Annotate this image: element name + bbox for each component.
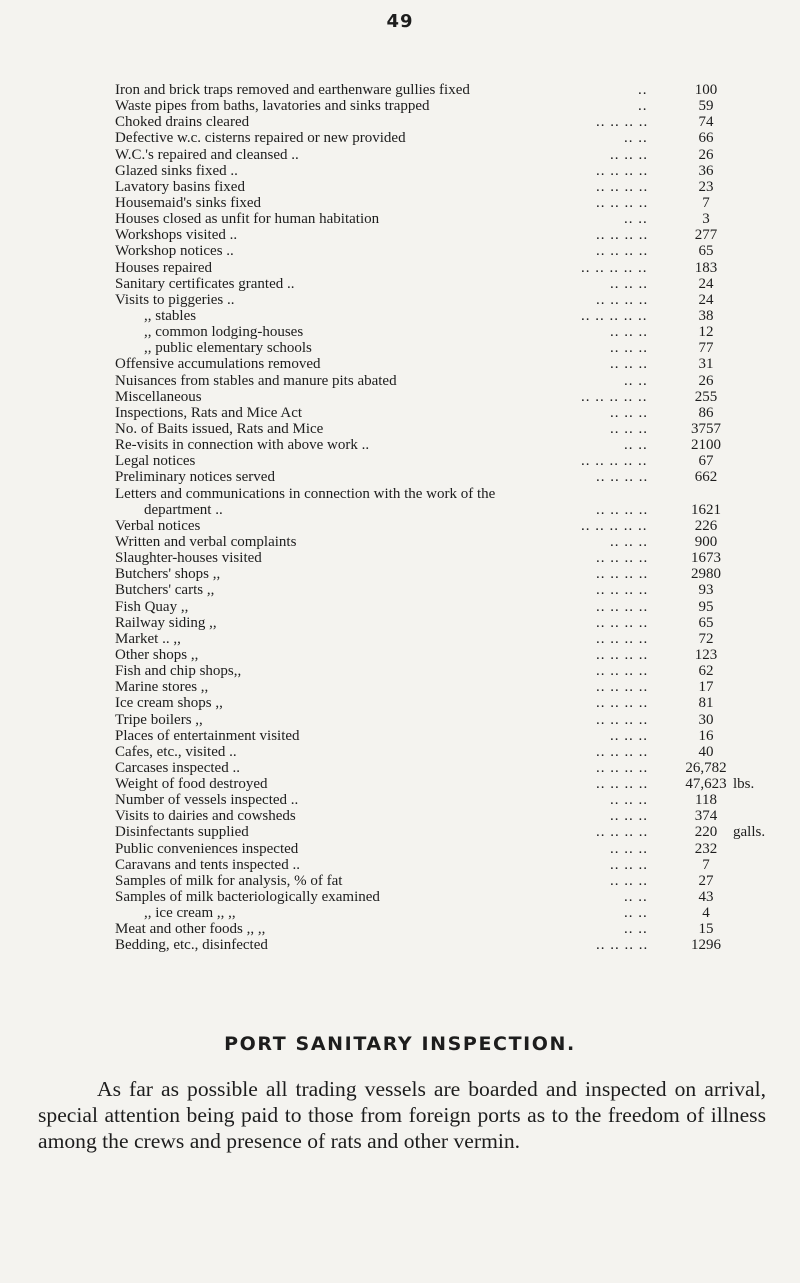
leader-dots: .. .. .. .. bbox=[596, 550, 649, 567]
table-row bbox=[115, 453, 800, 469]
row-label: Visits to dairies and cowsheds bbox=[115, 808, 296, 825]
row-label: Bedding, etc., disinfected bbox=[115, 937, 268, 954]
row-value bbox=[650, 227, 800, 243]
table-row bbox=[115, 486, 800, 518]
row-value bbox=[650, 712, 800, 728]
section-heading: PORT SANITARY INSPECTION. bbox=[224, 1033, 576, 1055]
table-row bbox=[115, 308, 800, 324]
row-value bbox=[650, 373, 800, 389]
table-row bbox=[115, 114, 800, 130]
leader-dots: .. .. .. .. .. bbox=[581, 388, 648, 405]
table-row bbox=[115, 260, 800, 276]
table-row bbox=[115, 921, 800, 937]
row-value bbox=[650, 841, 800, 857]
table-row bbox=[115, 469, 800, 485]
row-label: Tripe boilers ,, bbox=[115, 711, 203, 728]
leader-dots: .. .. .. bbox=[610, 420, 648, 437]
row-value bbox=[650, 760, 800, 776]
table-row bbox=[115, 82, 800, 98]
row-value bbox=[650, 308, 800, 324]
table-row bbox=[115, 566, 800, 582]
row-label: Housemaid's sinks fixed bbox=[115, 194, 262, 211]
row-value bbox=[650, 405, 800, 421]
leader-dots: .. bbox=[638, 82, 648, 98]
leader-dots: .. bbox=[638, 98, 648, 115]
table-row bbox=[115, 243, 800, 259]
row-number: 24 bbox=[698, 275, 714, 292]
leader-dots: .. .. .. bbox=[610, 340, 648, 357]
row-value bbox=[650, 502, 800, 518]
row-label: Preliminary notices served bbox=[115, 469, 275, 486]
row-number: 226 bbox=[694, 517, 718, 534]
leader-dots: .. .. .. bbox=[610, 356, 648, 373]
row-value bbox=[650, 276, 800, 292]
row-number: 65 bbox=[698, 243, 714, 260]
table-row bbox=[115, 647, 800, 663]
row-label: Slaughter-houses visited bbox=[115, 550, 262, 567]
row-value bbox=[650, 195, 800, 211]
leader-dots: .. .. .. .. bbox=[596, 663, 649, 680]
row-value bbox=[650, 599, 800, 615]
leader-dots: .. .. .. .. bbox=[596, 469, 649, 486]
leader-dots: .. .. .. .. bbox=[596, 646, 649, 663]
row-number: 38 bbox=[698, 307, 714, 324]
row-label: Glazed sinks fixed .. bbox=[115, 162, 238, 179]
table-row bbox=[115, 534, 800, 550]
leader-dots: .. .. .. .. bbox=[596, 614, 649, 631]
row-number: 86 bbox=[698, 404, 714, 421]
row-value bbox=[650, 824, 800, 840]
row-label: Samples of milk for analysis, % of fat bbox=[115, 872, 343, 889]
row-number: 93 bbox=[698, 582, 714, 599]
row-label: Choked drains cleared bbox=[115, 114, 250, 131]
row-value bbox=[650, 921, 800, 937]
row-value bbox=[650, 211, 800, 227]
table-row bbox=[115, 679, 800, 695]
row-label: Meat and other foods ,, ,, bbox=[115, 921, 266, 938]
table-row bbox=[115, 324, 800, 340]
row-number: 26,782 bbox=[685, 759, 727, 776]
row-label: Inspections, Rats and Mice Act bbox=[115, 404, 303, 421]
row-value bbox=[650, 421, 800, 437]
row-number: 2980 bbox=[691, 566, 721, 583]
table-row bbox=[115, 824, 800, 840]
row-value bbox=[650, 82, 800, 98]
row-number: 17 bbox=[698, 679, 714, 696]
row-number: 1673 bbox=[691, 550, 721, 567]
row-number: 900 bbox=[694, 533, 718, 550]
row-number: 2100 bbox=[691, 437, 721, 454]
row-value bbox=[650, 905, 800, 921]
row-label: ,, public elementary schools bbox=[144, 340, 312, 357]
row-unit: lbs. bbox=[733, 776, 755, 793]
table-row bbox=[115, 631, 800, 647]
row-label: Railway siding ,, bbox=[115, 614, 217, 631]
leader-dots: .. .. .. .. .. bbox=[581, 453, 648, 470]
row-number: 255 bbox=[694, 388, 718, 405]
row-value bbox=[650, 534, 800, 550]
table-row bbox=[115, 792, 800, 808]
row-number: 66 bbox=[698, 130, 714, 147]
row-value bbox=[650, 389, 800, 405]
leader-dots: .. .. .. bbox=[610, 727, 648, 744]
table-row bbox=[115, 760, 800, 776]
row-label: Legal notices bbox=[115, 453, 196, 470]
leader-dots: .. .. .. .. bbox=[596, 679, 649, 696]
row-label: Houses closed as unfit for human habitation bbox=[115, 211, 380, 228]
row-number: 43 bbox=[698, 889, 714, 906]
row-value bbox=[650, 179, 800, 195]
table-row bbox=[115, 808, 800, 824]
row-label: Offensive accumulations removed bbox=[115, 356, 321, 373]
leader-dots: .. .. .. bbox=[610, 533, 648, 550]
table-row bbox=[115, 179, 800, 195]
row-number: 27 bbox=[698, 872, 714, 889]
row-label: Butchers' shops ,, bbox=[115, 566, 221, 583]
table-row bbox=[115, 147, 800, 163]
row-number: 4 bbox=[702, 905, 710, 922]
leader-dots: .. .. .. bbox=[610, 856, 648, 873]
row-number: 23 bbox=[698, 178, 714, 195]
row-label: Ice cream shops ,, bbox=[115, 695, 223, 712]
row-label: Number of vessels inspected .. bbox=[115, 792, 299, 809]
leader-dots: .. .. .. .. bbox=[596, 743, 649, 760]
leader-dots: .. .. .. bbox=[610, 404, 648, 421]
table-row bbox=[115, 227, 800, 243]
body-paragraph bbox=[38, 1076, 766, 1154]
row-number: 26 bbox=[698, 146, 714, 163]
row-value bbox=[650, 776, 800, 792]
leader-dots: .. .. bbox=[624, 905, 648, 922]
leader-dots: .. .. .. .. bbox=[596, 598, 649, 615]
table-row bbox=[115, 873, 800, 889]
table-row bbox=[115, 776, 800, 792]
leader-dots: .. .. .. .. bbox=[596, 824, 649, 841]
leader-dots: .. .. .. .. bbox=[596, 194, 649, 211]
leader-dots: .. .. .. .. bbox=[596, 759, 649, 776]
row-value bbox=[650, 469, 800, 485]
row-label: ,, stables bbox=[144, 307, 197, 324]
leader-dots: .. .. .. .. bbox=[596, 243, 649, 260]
row-number: 40 bbox=[698, 743, 714, 760]
row-label: Workshops visited .. bbox=[115, 227, 238, 244]
table-row bbox=[115, 195, 800, 211]
row-number: 12 bbox=[698, 324, 714, 341]
row-label: Houses repaired bbox=[115, 259, 213, 276]
row-label: Workshop notices .. bbox=[115, 243, 234, 260]
row-value bbox=[650, 453, 800, 469]
row-number: 95 bbox=[698, 598, 714, 615]
table-row bbox=[115, 857, 800, 873]
row-number: 36 bbox=[698, 162, 714, 179]
leader-dots: .. .. .. bbox=[610, 324, 648, 341]
leader-dots: .. .. .. .. bbox=[596, 114, 649, 131]
leader-dots: .. .. .. .. bbox=[596, 630, 649, 647]
table-row bbox=[115, 356, 800, 372]
leader-dots: .. .. .. .. bbox=[596, 711, 649, 728]
table-row bbox=[115, 437, 800, 453]
leader-dots: .. .. .. .. .. bbox=[581, 307, 648, 324]
page-number: 49 bbox=[386, 11, 414, 32]
row-number: 72 bbox=[698, 630, 714, 647]
row-label: Lavatory basins fixed bbox=[115, 178, 245, 195]
row-label: Places of entertainment visited bbox=[115, 727, 300, 744]
row-label: Marine stores ,, bbox=[115, 679, 209, 696]
leader-dots: .. .. .. .. bbox=[596, 291, 649, 308]
row-value bbox=[650, 340, 800, 356]
table-row bbox=[115, 889, 800, 905]
table-row bbox=[115, 276, 800, 292]
row-value bbox=[650, 550, 800, 566]
row-number: 24 bbox=[698, 291, 714, 308]
table-row bbox=[115, 712, 800, 728]
leader-dots: .. .. .. .. bbox=[596, 695, 649, 712]
row-value bbox=[650, 937, 800, 953]
table-row bbox=[115, 695, 800, 711]
row-value bbox=[650, 615, 800, 631]
row-label: Fish Quay ,, bbox=[115, 598, 189, 615]
leader-dots: .. .. .. .. bbox=[596, 162, 649, 179]
row-number: 232 bbox=[694, 840, 718, 857]
row-value bbox=[650, 114, 800, 130]
row-value bbox=[650, 582, 800, 598]
row-number: 100 bbox=[694, 82, 718, 98]
row-number: 67 bbox=[698, 453, 714, 470]
row-value bbox=[650, 163, 800, 179]
row-number: 62 bbox=[698, 663, 714, 680]
leader-dots: .. .. .. .. bbox=[596, 178, 649, 195]
row-number: 183 bbox=[694, 259, 718, 276]
table-row bbox=[115, 340, 800, 356]
leader-dots: .. .. .. bbox=[610, 275, 648, 292]
row-number: 277 bbox=[694, 227, 718, 244]
row-value bbox=[650, 728, 800, 744]
row-label: Iron and brick traps removed and earthenware gullies fixed bbox=[115, 82, 470, 98]
row-value bbox=[650, 243, 800, 259]
row-label-continued: department .. bbox=[144, 501, 223, 518]
row-label: ,, common lodging-houses bbox=[144, 324, 304, 341]
row-number: 7 bbox=[702, 194, 710, 211]
table-row bbox=[115, 130, 800, 146]
row-number: 7 bbox=[702, 856, 710, 873]
table-row bbox=[115, 389, 800, 405]
leader-dots: .. .. .. .. bbox=[596, 776, 649, 793]
row-number: 30 bbox=[698, 711, 714, 728]
table-row bbox=[115, 905, 800, 921]
row-number: 74 bbox=[698, 114, 714, 131]
row-value bbox=[650, 679, 800, 695]
table-row bbox=[115, 211, 800, 227]
row-value bbox=[650, 647, 800, 663]
row-value bbox=[650, 566, 800, 582]
row-label: Fish and chip shops,, bbox=[115, 663, 242, 680]
row-value bbox=[650, 260, 800, 276]
row-label: Samples of milk bacteriologically examined bbox=[115, 889, 380, 906]
row-label: Visits to piggeries .. bbox=[115, 291, 235, 308]
row-label: Cafes, etc., visited .. bbox=[115, 743, 237, 760]
row-unit: galls. bbox=[733, 824, 766, 841]
row-label: ,, ice cream ,, ,, bbox=[144, 905, 236, 922]
leader-dots: .. .. .. bbox=[610, 808, 648, 825]
row-number: 16 bbox=[698, 727, 714, 744]
row-label: W.C.'s repaired and cleansed .. bbox=[115, 146, 299, 163]
table-row bbox=[115, 663, 800, 679]
table-row bbox=[115, 292, 800, 308]
leader-dots: .. .. .. bbox=[610, 872, 648, 889]
table-row bbox=[115, 373, 800, 389]
leader-dots: .. .. .. .. bbox=[596, 582, 649, 599]
leader-dots: .. .. .. .. bbox=[596, 227, 649, 244]
row-number: 220 bbox=[694, 824, 718, 841]
row-value bbox=[650, 98, 800, 114]
row-label: Re-visits in connection with above work .. bbox=[115, 437, 370, 454]
table-row bbox=[115, 937, 800, 953]
leader-dots: .. .. bbox=[624, 437, 648, 454]
row-number: 3757 bbox=[691, 420, 721, 437]
row-label: Sanitary certificates granted .. bbox=[115, 275, 295, 292]
table-row bbox=[115, 421, 800, 437]
row-value bbox=[650, 437, 800, 453]
leader-dots: .. .. bbox=[624, 372, 648, 389]
row-number: 81 bbox=[698, 695, 714, 712]
row-label: Butchers' carts ,, bbox=[115, 582, 215, 599]
leader-dots: .. .. .. bbox=[610, 840, 648, 857]
row-value bbox=[650, 889, 800, 905]
row-label: Weight of food destroyed bbox=[115, 776, 268, 793]
row-value bbox=[650, 695, 800, 711]
leader-dots: .. .. .. .. bbox=[596, 501, 649, 518]
row-label: Miscellaneous bbox=[115, 388, 202, 405]
row-label: Market .. ,, bbox=[115, 630, 181, 647]
row-value bbox=[650, 518, 800, 534]
table-row bbox=[115, 728, 800, 744]
leader-dots: .. .. bbox=[624, 130, 648, 147]
row-value bbox=[650, 857, 800, 873]
table-row bbox=[115, 599, 800, 615]
table-row bbox=[115, 841, 800, 857]
leader-dots: .. .. .. bbox=[610, 792, 648, 809]
statistics-table bbox=[115, 82, 800, 954]
row-label: Nuisances from stables and manure pits abated bbox=[115, 372, 397, 389]
row-label: Letters and communications in connection with the work of the bbox=[115, 485, 496, 502]
leader-dots: .. .. .. .. bbox=[596, 937, 649, 954]
row-value bbox=[650, 356, 800, 372]
row-number: 59 bbox=[698, 98, 714, 115]
row-number: 31 bbox=[698, 356, 714, 373]
table-row bbox=[115, 744, 800, 760]
row-label: Public conveniences inspected bbox=[115, 840, 299, 857]
paragraph-text: As far as possible all trading vessels are boarded and inspected on arrival, special attention being paid to those from foreign ports as to the freedom of illness among the crews and presence of rats and other vermin. bbox=[38, 1077, 766, 1153]
row-number: 1621 bbox=[691, 501, 721, 518]
leader-dots: .. .. .. .. .. bbox=[581, 517, 648, 534]
leader-dots: .. .. .. .. .. bbox=[581, 259, 648, 276]
row-label: Defective w.c. cisterns repaired or new provided bbox=[115, 130, 406, 147]
table-row bbox=[115, 582, 800, 598]
row-value bbox=[650, 324, 800, 340]
leader-dots: .. .. bbox=[624, 921, 648, 938]
leader-dots: .. .. bbox=[624, 211, 648, 228]
row-number: 47,623 bbox=[685, 776, 727, 793]
row-number: 123 bbox=[694, 646, 718, 663]
row-label: Waste pipes from baths, lavatories and sinks trapped bbox=[115, 98, 430, 115]
row-label: Carcases inspected .. bbox=[115, 759, 240, 776]
table-row bbox=[115, 163, 800, 179]
row-label: Verbal notices bbox=[115, 517, 201, 534]
row-number: 65 bbox=[698, 614, 714, 631]
row-number: 662 bbox=[694, 469, 718, 486]
row-number: 77 bbox=[698, 340, 714, 357]
row-label: Caravans and tents inspected .. bbox=[115, 856, 300, 873]
row-number: 118 bbox=[695, 792, 717, 809]
row-value bbox=[650, 663, 800, 679]
row-value bbox=[650, 744, 800, 760]
row-label: Disinfectants supplied bbox=[115, 824, 249, 841]
row-number: 374 bbox=[694, 808, 718, 825]
row-value bbox=[650, 292, 800, 308]
row-number: 1296 bbox=[691, 937, 721, 954]
table-row bbox=[115, 550, 800, 566]
table-row bbox=[115, 615, 800, 631]
row-value bbox=[650, 631, 800, 647]
row-label: Other shops ,, bbox=[115, 646, 199, 663]
row-number: 15 bbox=[698, 921, 714, 938]
row-value bbox=[650, 873, 800, 889]
row-number: 26 bbox=[698, 372, 714, 389]
row-label: Written and verbal complaints bbox=[115, 533, 297, 550]
row-value bbox=[650, 808, 800, 824]
row-value bbox=[650, 147, 800, 163]
leader-dots: .. .. bbox=[624, 889, 648, 906]
table-row bbox=[115, 518, 800, 534]
table-row bbox=[115, 405, 800, 421]
row-value bbox=[650, 130, 800, 146]
leader-dots: .. .. .. .. bbox=[596, 566, 649, 583]
table-row bbox=[115, 98, 800, 114]
row-number: 3 bbox=[702, 211, 710, 228]
leader-dots: .. .. .. bbox=[610, 146, 648, 163]
row-label: No. of Baits issued, Rats and Mice bbox=[115, 420, 324, 437]
row-value bbox=[650, 792, 800, 808]
